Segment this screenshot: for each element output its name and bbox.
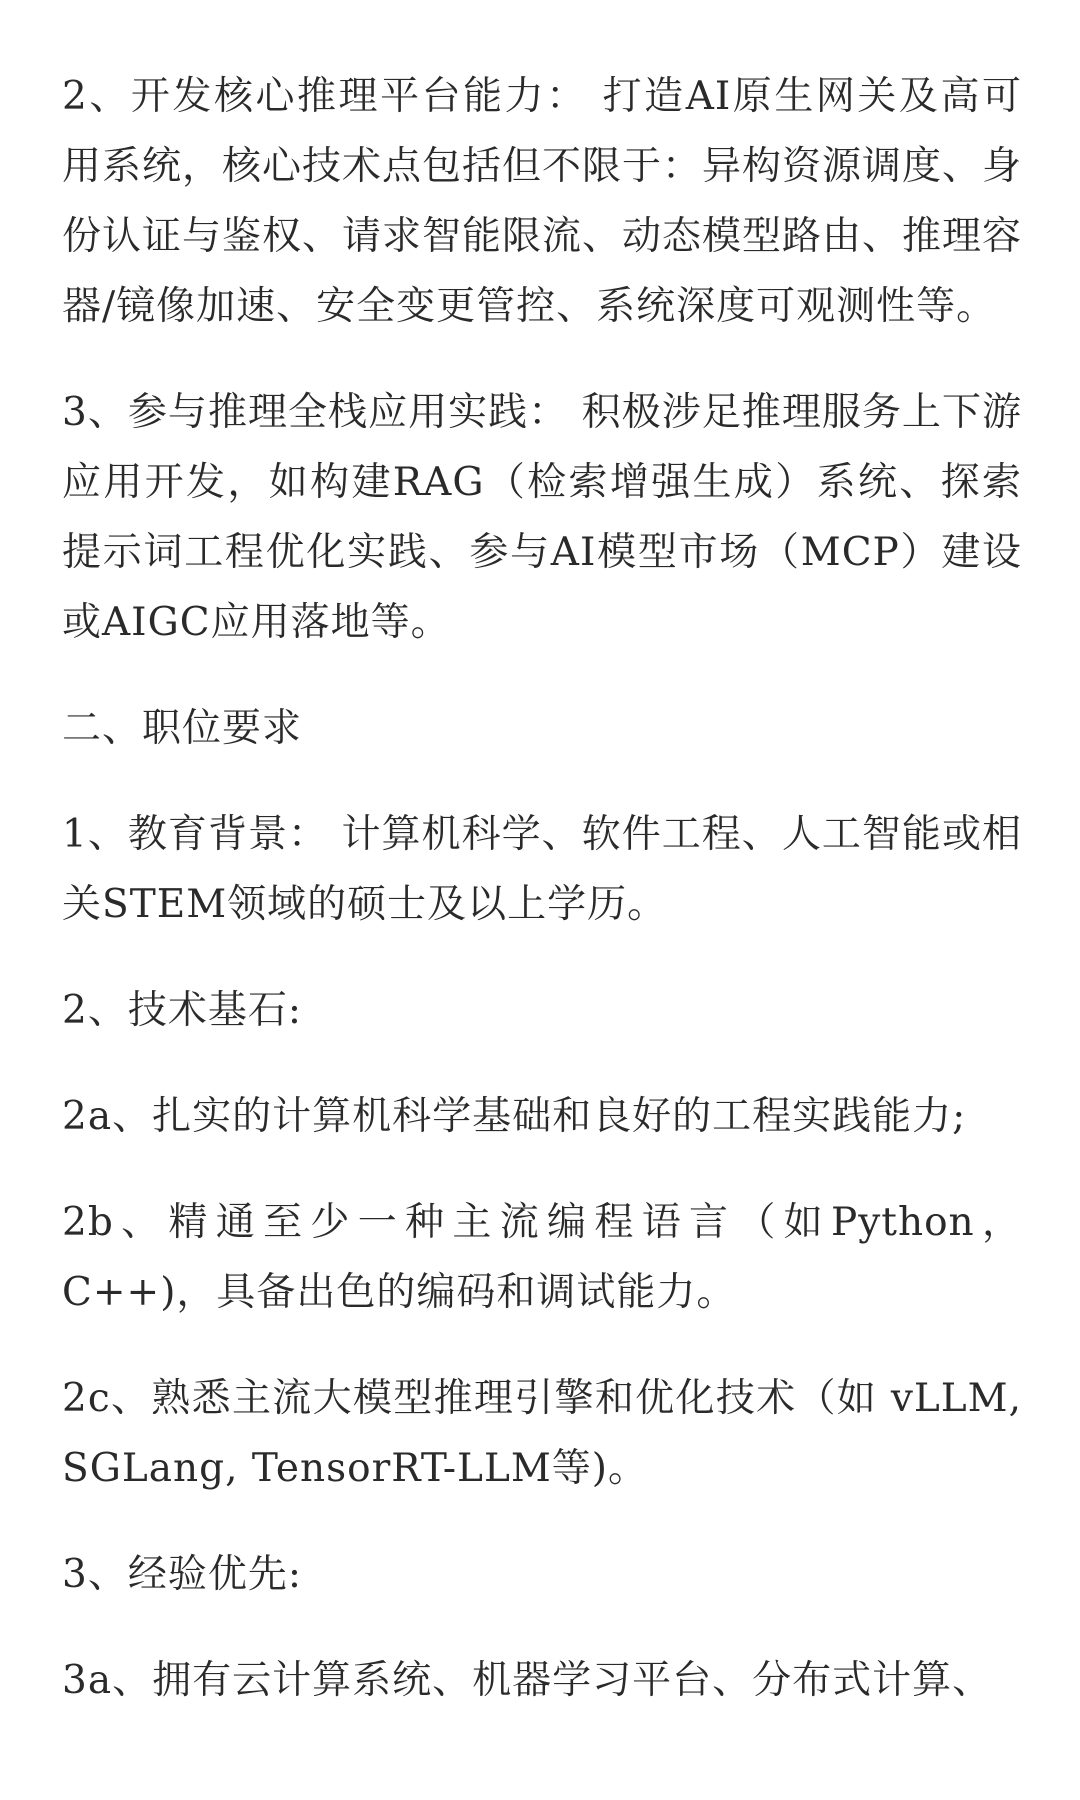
paragraph-2a: 2a、扎实的计算机科学基础和良好的工程实践能力;: [62, 1094, 967, 1139]
section-heading-requirements: 二、职位要求: [62, 706, 303, 751]
document-body: [62, 62, 1022, 1752]
paragraph-2c: 2c、熟悉主流大模型推理引擎和优化技术（如 vLLM, SGLang, TensorRT-LLM等)。: [62, 1376, 1022, 1491]
paragraph-tech-foundation: 2、技术基石:: [62, 988, 302, 1033]
paragraph-experience: 3、经验优先:: [62, 1552, 302, 1597]
paragraph-2b: 2b、精通至少一种主流编程语言（如Python，C++)，具备出色的编码和调试能力。: [62, 1200, 1022, 1315]
paragraph-3a: 3a、拥有云计算系统、机器学习平台、分布式计算、: [62, 1658, 993, 1703]
paragraph-fullstack-practice: 3、参与推理全栈应用实践： 积极涉足推理服务上下游应用开发，如构建RAG（检索增强生成）系统、探索提示词工程优化实践、参与AI模型市场（MCP）建设或AIGC应用落地等。: [62, 390, 1022, 645]
paragraph-education: 1、教育背景： 计算机科学、软件工程、人工智能或相关STEM领域的硕士及以上学历。: [62, 812, 1022, 927]
paragraph-platform-capability: 2、开发核心推理平台能力： 打造AI原生网关及高可用系统，核心技术点包括但不限于：异构资源调度、身份认证与鉴权、请求智能限流、动态模型路由、推理容器/镜像加速、安全变更管控、系统深度可观测性等。: [62, 74, 1023, 329]
